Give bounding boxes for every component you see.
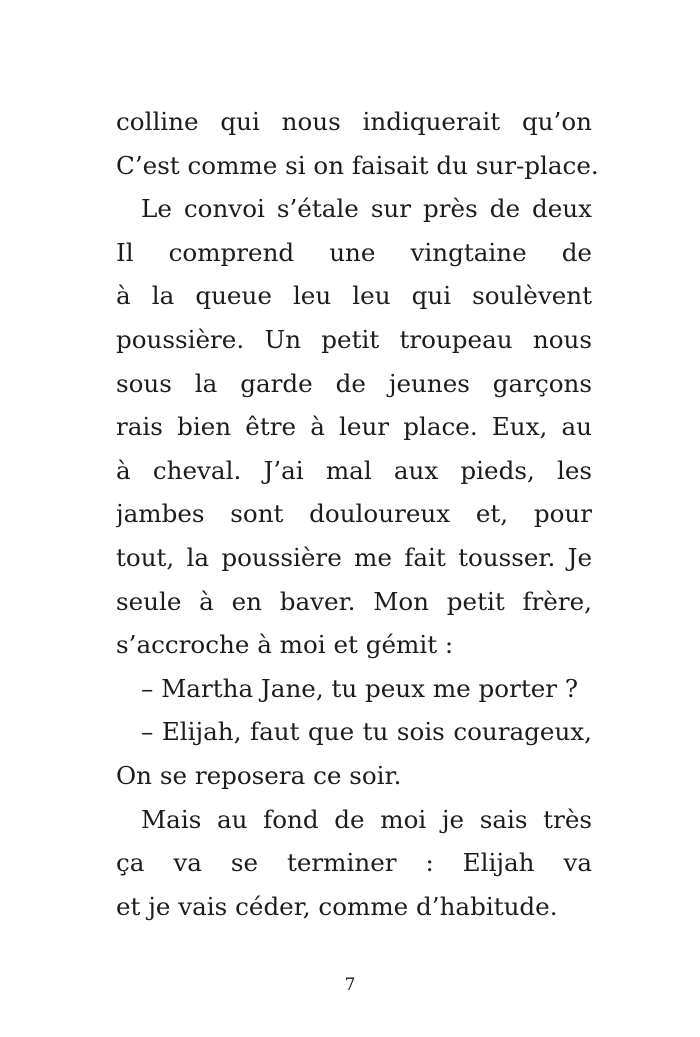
text-line: colline qui nous indiquerait qu’on: [116, 107, 592, 136]
text-line: Le convoi s’étale sur près de deux: [141, 194, 592, 224]
text-line: jambes sont douloureux et, pour: [116, 499, 592, 529]
text-line: à cheval. J’ai mal aux pieds, les: [116, 455, 592, 485]
text-line: et je vais céder, comme d’habitude.: [116, 891, 558, 921]
text-line: tout, la poussière me fait tousser. Je: [116, 542, 592, 572]
text-line: Il comprend une vingtaine de: [116, 237, 592, 267]
text-line: poussière. Un petit troupeau nous: [116, 324, 592, 354]
text-line: On se reposera ce soir.: [116, 760, 402, 790]
page-number: 7: [344, 975, 356, 995]
dialogue-line: – Martha Jane, tu peux me porter ?: [141, 673, 579, 703]
text-line: rais bien être à leur place. Eux, au: [116, 412, 592, 442]
dialogue-line: – Elijah, faut que tu sois courageux,: [141, 717, 592, 747]
text-line: à la queue leu leu qui soulèvent: [116, 281, 592, 311]
text-line: sous la garde de jeunes garçons: [116, 368, 592, 398]
text-line: ça va se terminer : Elijah va: [116, 848, 592, 878]
text-line: s’accroche à moi et gémit :: [116, 630, 454, 660]
text-line: C’est comme si on faisait du sur-place.: [116, 150, 599, 180]
body-text: [116, 100, 599, 928]
text-line: seule à en baver. Mon petit frère,: [116, 586, 592, 616]
text-line: Mais au fond de moi je sais très: [141, 804, 592, 834]
